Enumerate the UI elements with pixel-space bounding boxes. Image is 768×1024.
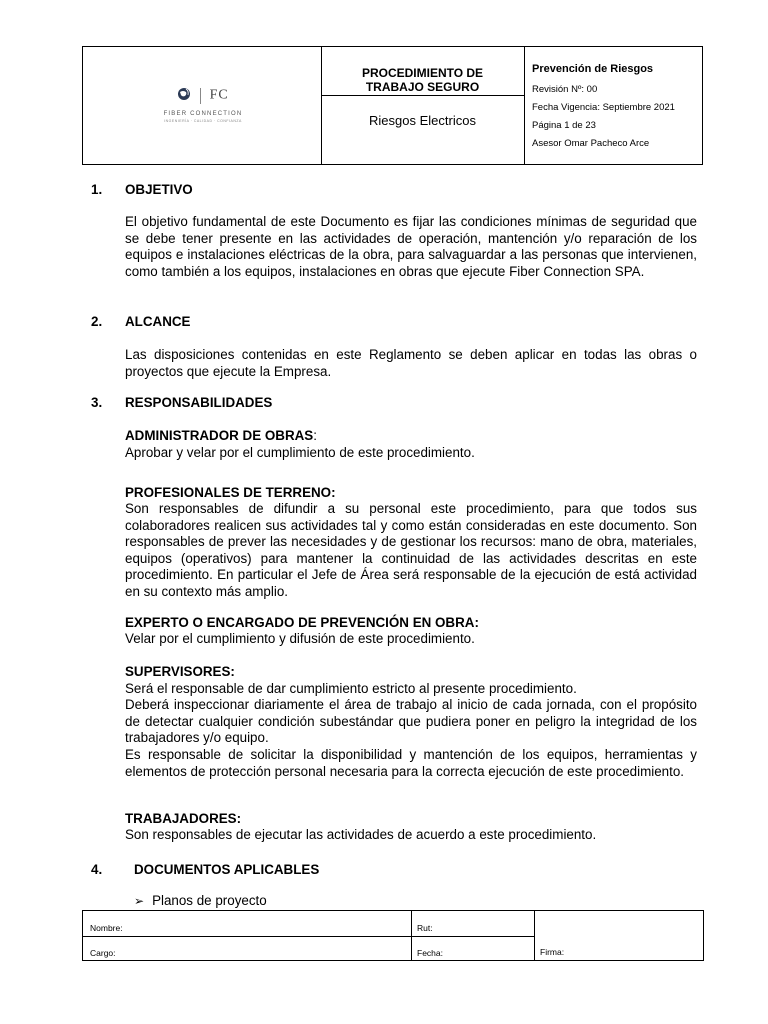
info-area-title: Prevención de Riesgos [532,63,654,75]
supervisores-text-1: Será el responsable de dar cumplimiento estricto al presente procedimiento. [125,681,577,696]
rut-label: Rut: [417,923,433,933]
firma-cell [534,911,703,960]
fecha-label: Fecha: [417,948,443,958]
role-title-colon: : [313,428,317,443]
logo-tagline: INGENIERÍA · CALIDAD · CONFIANZA [164,119,242,123]
info-fecha-vigencia: Fecha Vigencia: Septiembre 2021 [532,102,675,113]
nombre-label: Nombre: [90,923,123,933]
supervisores-text-3: Es responsable de solicitar la disponibilidad y mantención de los equipos, herramientas y elementos de protección personal necesaria para la correcta ejecución de este procedimiento. [125,747,697,779]
section-number: 4. [91,862,103,877]
title-line-1: PROCEDIMIENTO DE [361,66,484,80]
logo-company-name: FIBER CONNECTION [163,111,243,117]
signature-table [82,910,704,961]
arrow-bullet-icon: ➢ [134,894,145,908]
objetivo-text: El objetivo fundamental de este Documento es fijar las condiciones mínimas de seguridad que se debe tener presente en las actividades de operación, mantención y/o reparación de los equipos e instalaciones eléctricas de la obra, para salvaguardar a las personas que intervienen, como también a los equipos, instalaciones en obras que ejecute Fiber Connection SPA. [125,214,697,279]
section-title-alcance: ALCANCE [125,314,191,329]
cargo-label: Cargo: [90,948,116,958]
role-title-profesionales: PROFESIONALES DE TERRENO: [125,485,336,500]
section-number: 1. [91,182,103,197]
list-item-text: Planos de proyecto [152,893,267,908]
section-number: 2. [91,314,103,329]
profesionales-text: Son responsables de difundir a su personal este procedimiento, para que todos sus colaboradores realicen sus actividades tal y como están consideradas en este documento. Son responsables de prever las necesidades y de gestionar los recursos: mano de obra, materiales, equipos (operativos) para mantener la continuidad de las actividades descritas en este procedimiento. En particular el Jefe de Área será responsable de la ejecución de está actividad en su contexto más amplio. [125,501,697,599]
section-title-objetivo: OBJETIVO [125,182,193,197]
section-title-responsabilidades: RESPONSABILIDADES [125,395,273,410]
firma-label: Firma: [540,947,565,957]
info-revision: Revisión Nº: 00 [532,84,598,95]
role-title-administrador [125,428,317,443]
role-title-experto: EXPERTO O ENCARGADO DE PREVENCIÓN EN OBRA: [125,615,479,630]
section-title-documentos: DOCUMENTOS APLICABLES [134,862,320,877]
role-title-text: ADMINISTRADOR DE OBRAS [125,428,314,443]
document-subtitle: Riesgos Electricos [369,113,476,128]
logo-cell [83,47,322,164]
administrador-text: Aprobar y velar por el cumplimiento de este procedimiento. [125,445,475,460]
trabajadores-text: Son responsables de ejecutar las actividades de acuerdo a este procedimiento. [125,827,597,842]
company-logo [163,61,243,147]
supervisores-text-2: Deberá inspeccionar diariamente el área de trabajo al inicio de cada jornada, con el propósito de detectar cualquier condición subestándar que pudiera poner en peligro la integridad de los trabajadores y/o equipo. [125,697,697,745]
document-info-cell [525,47,703,164]
logo-mark: FC [209,87,229,103]
title-cell [321,47,525,164]
document-header [82,46,703,165]
list-item [134,893,267,908]
title-line-2: TRABAJO SEGURO [365,80,480,94]
document-title [321,47,524,96]
section-number: 3. [91,395,103,410]
role-title-supervisores: SUPERVISORES: [125,664,235,679]
info-asesor: Asesor Omar Pacheco Arce [532,138,650,149]
alcance-text: Las disposiciones contenidas en este Reglamento se deben aplicar en todas las obras o proyectos que ejecute la Empresa. [125,347,697,379]
globe-icon [177,87,191,104]
info-pagina: Página 1 de 23 [532,120,596,131]
experto-text: Velar por el cumplimiento y difusión de este procedimiento. [125,631,475,646]
role-title-trabajadores: TRABAJADORES: [125,811,242,826]
